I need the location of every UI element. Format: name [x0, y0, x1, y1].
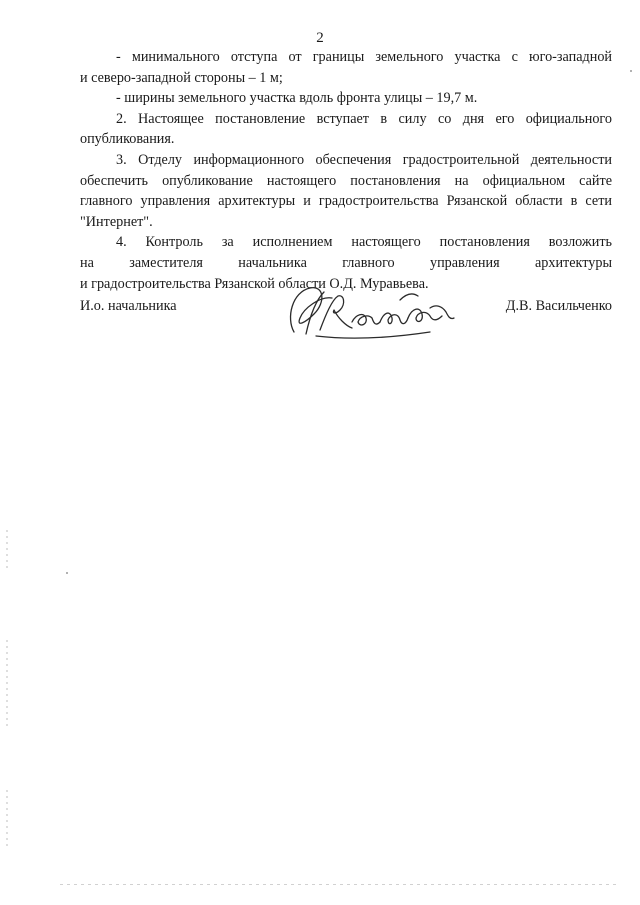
- text-line: 3. Отделу информационного обеспечения градостроительной деятельности: [116, 151, 612, 168]
- text-line: 2. Настоящее постановление вступает в силу со дня его официального: [116, 110, 612, 127]
- signature-block: [80, 298, 612, 358]
- text-line: и градостроительства Рязанской области О.Д. Муравьева.: [80, 275, 429, 292]
- scan-speck: [66, 572, 68, 574]
- scan-artifact: [6, 530, 8, 570]
- scan-artifact: [6, 790, 8, 850]
- document-body: [80, 47, 612, 294]
- text-line: "Интернет".: [80, 213, 153, 230]
- signatory-name: Д.В. Васильченко: [505, 298, 612, 314]
- page-number: 2: [316, 30, 324, 46]
- text-line: главного управления архитектуры и градостроительства Рязанской области в сети: [80, 193, 612, 210]
- scan-artifact: [60, 884, 620, 885]
- text-line: - минимального отступа от границы земельного участка с юго-западной: [116, 49, 612, 65]
- text-line: опубликования.: [80, 131, 175, 148]
- text-line: - ширины земельного участка вдоль фронта улицы – 19,7 м.: [116, 90, 478, 107]
- text-line: 4. Контроль за исполнением настоящего постановления возложить: [116, 234, 612, 251]
- scan-artifact: [6, 640, 8, 730]
- text-line: обеспечить опубликование настоящего постановления на официальном сайте: [80, 172, 612, 189]
- scan-speck: [630, 70, 632, 72]
- text-line: и северо-западной стороны – 1 м;: [80, 69, 283, 86]
- handwritten-signature: [280, 278, 460, 348]
- text-line: на заместителя начальника главного управления архитектуры: [80, 254, 612, 271]
- signatory-role: И.о. начальника: [80, 298, 177, 314]
